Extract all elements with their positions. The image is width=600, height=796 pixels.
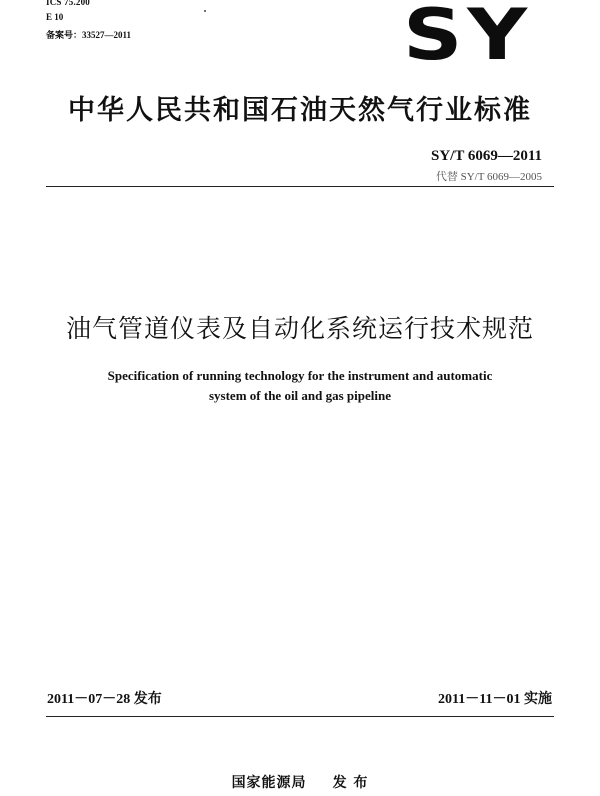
national-standard-title: 中华人民共和国石油天然气行业标准	[68, 95, 532, 126]
replaces-standard: 代替 SY/T 6069—2005	[435, 171, 542, 183]
english-title	[0, 366, 600, 406]
scan-speck	[204, 10, 206, 12]
classification-code: E 10	[46, 12, 64, 22]
english-title-line-1: Specification of running technology for the instrument and automatic	[107, 368, 493, 383]
publisher	[0, 772, 600, 792]
issue-date: 2011－07－28 发布	[47, 692, 162, 707]
top-divider	[46, 186, 554, 187]
english-title-line-2: system of the oil and gas pipeline	[208, 388, 391, 403]
effective-date: 2011－11－01 实施	[438, 692, 552, 707]
publisher-name: 国家能源局	[231, 775, 307, 791]
standard-number: SY/T 6069—2011	[431, 148, 542, 164]
chinese-title: 油气管道仪表及自动化系统运行技术规范	[65, 314, 534, 343]
ics-code: ICS 75.200	[46, 0, 91, 7]
bottom-divider	[46, 716, 554, 717]
publisher-action: 发 布	[332, 775, 369, 791]
sy-logo: SY	[403, 0, 532, 76]
record-number: 备案号：33527—2011	[46, 30, 132, 40]
